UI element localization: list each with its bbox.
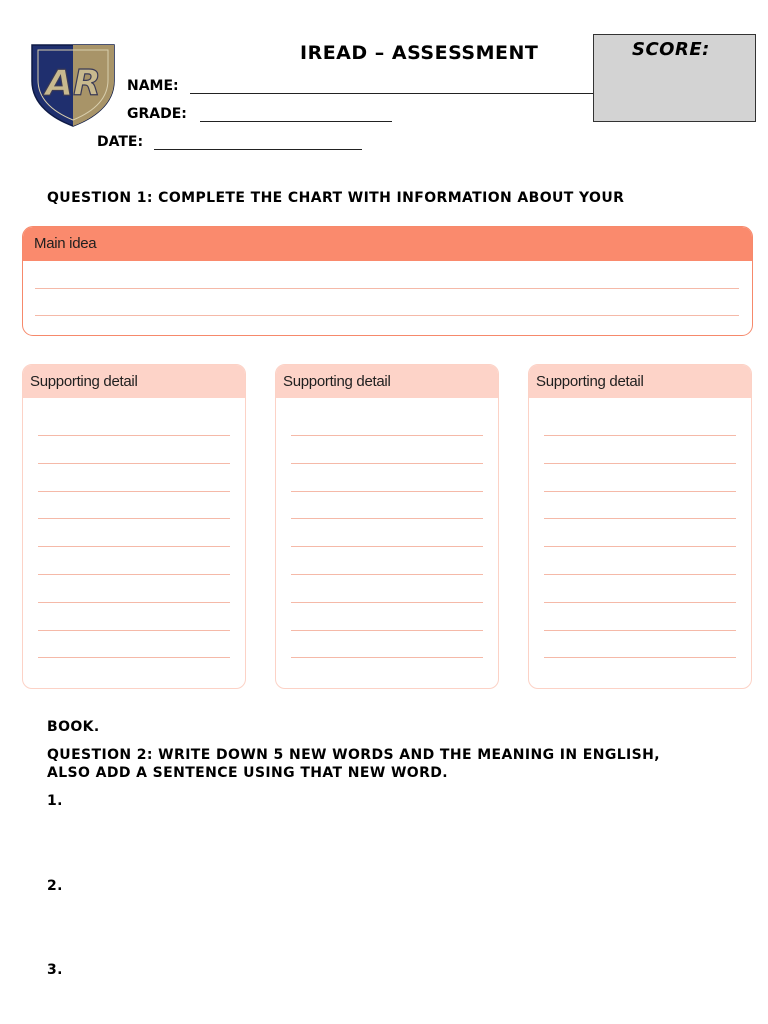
writing-line [291, 463, 483, 464]
writing-line [291, 491, 483, 492]
question-2-line-2: ALSO ADD A SENTENCE USING THAT NEW WORD. [47, 765, 449, 781]
writing-line [38, 630, 230, 631]
logo-letters: AR [45, 63, 101, 104]
writing-line [38, 463, 230, 464]
date-label: DATE: [97, 134, 144, 150]
writing-line [544, 546, 736, 547]
writing-line [544, 574, 736, 575]
writing-line [38, 435, 230, 436]
supporting-detail-card-3[interactable] [528, 364, 752, 689]
score-box [593, 34, 756, 122]
score-label: SCORE: [632, 39, 710, 60]
writing-line [544, 630, 736, 631]
school-logo [30, 43, 116, 127]
writing-line [291, 602, 483, 603]
question-1-continuation: BOOK. [47, 719, 100, 735]
writing-line [544, 491, 736, 492]
writing-line [38, 657, 230, 658]
writing-line [544, 463, 736, 464]
supporting-detail-title: Supporting detail [283, 373, 391, 390]
writing-line [38, 491, 230, 492]
question-1-text: QUESTION 1: COMPLETE THE CHART WITH INFORMATION ABOUT YOUR [47, 190, 625, 206]
writing-line [291, 546, 483, 547]
writing-line [291, 657, 483, 658]
page-title: IREAD – ASSESSMENT [300, 42, 539, 64]
supporting-detail-header [23, 365, 245, 398]
writing-line [35, 315, 739, 316]
supporting-detail-header [276, 365, 498, 398]
date-line[interactable] [154, 149, 362, 150]
supporting-detail-card-2[interactable] [275, 364, 499, 689]
answer-number-2: 2. [47, 878, 63, 894]
writing-line [291, 630, 483, 631]
answer-number-1: 1. [47, 793, 63, 809]
writing-line [291, 518, 483, 519]
supporting-detail-card-1[interactable] [22, 364, 246, 689]
supporting-detail-title: Supporting detail [30, 373, 138, 390]
writing-line [291, 574, 483, 575]
main-idea-header [23, 227, 752, 261]
writing-line [38, 518, 230, 519]
supporting-detail-header [529, 365, 751, 398]
writing-line [544, 602, 736, 603]
question-2-line-1: QUESTION 2: WRITE DOWN 5 NEW WORDS AND THE MEANING IN ENGLISH, [47, 747, 660, 763]
name-line[interactable] [190, 93, 593, 94]
writing-line [544, 435, 736, 436]
writing-line [544, 518, 736, 519]
grade-label: GRADE: [127, 106, 187, 122]
writing-line [291, 435, 483, 436]
name-label: NAME: [127, 78, 179, 94]
writing-line [38, 574, 230, 575]
grade-line[interactable] [200, 121, 392, 122]
writing-line [38, 602, 230, 603]
writing-line [544, 657, 736, 658]
answer-number-3: 3. [47, 962, 63, 978]
main-idea-card[interactable] [22, 226, 753, 336]
writing-line [38, 546, 230, 547]
main-idea-title: Main idea [34, 235, 97, 252]
supporting-detail-title: Supporting detail [536, 373, 644, 390]
writing-line [35, 288, 739, 289]
